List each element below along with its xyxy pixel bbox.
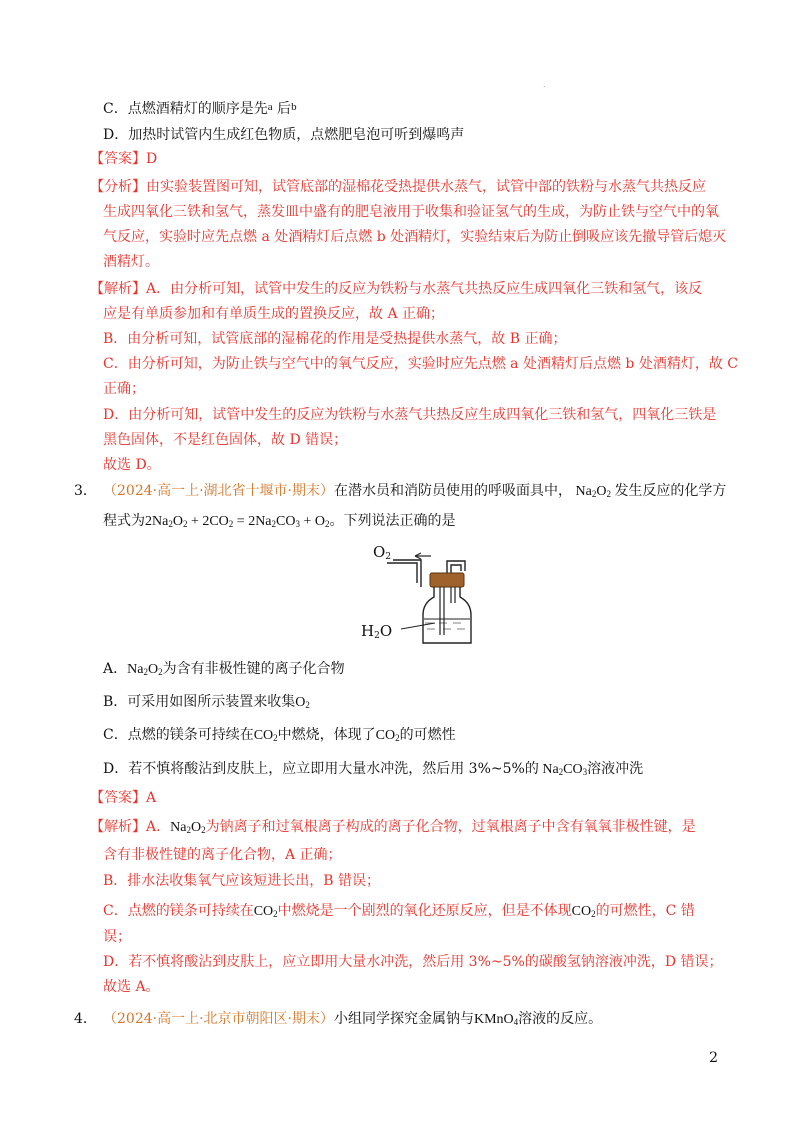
q2-answer: 【答案】D: [90, 151, 158, 167]
q3-stem-line1: （2024·高一上·湖北省十堰市·期末）在潜水员和消防员使用的呼吸面具中， $Na_2O_2$ 发生反应的化学方: [103, 483, 727, 499]
q3-answer: 【答案】A: [90, 790, 157, 806]
figure-label-h2o: $H_2O$: [361, 622, 393, 641]
q3-stem-line2: 程式为$2Na_2O_2 + 2CO_2 = 2Na_2CO_3 + O_2$。下列说法正确的是: [103, 513, 456, 529]
q3-option-a: A．$Na_2O_2$为含有非极性键的离子化合物: [103, 661, 345, 677]
q4-number: 4．: [74, 1011, 97, 1027]
decorative-dot: .: [543, 80, 546, 89]
page-number: 2: [709, 1050, 718, 1066]
gas-collection-apparatus: [355, 543, 475, 648]
q4-stem: （2024·高一上·北京市朝阳区·期末）小组同学探究金属钠与KMnO$_4$溶液的反应。: [103, 1011, 603, 1027]
q2-option-c: C．点燃酒精灯的顺序是先$^a$ 后$^b$: [103, 101, 297, 117]
figure-label-o2: $O_2$: [373, 543, 392, 562]
q3-number: 3．: [74, 483, 97, 499]
q3-option-d: D．若不慎将酸沾到皮肤上，应立即用大量水冲洗，然后用 3%~5%的 $Na_2CO_3$溶液冲洗: [103, 761, 644, 777]
q3-option-b: B．可采用如图所示装置来收集$O_2$: [103, 694, 310, 710]
q3-option-c: C．点燃的镁条可持续在$CO_2$中燃烧，体现了$CO_2$的可燃性: [103, 727, 456, 743]
q2-option-d: D．加热时试管内生成红色物质，点燃肥皂泡可听到爆鸣声: [103, 127, 465, 143]
